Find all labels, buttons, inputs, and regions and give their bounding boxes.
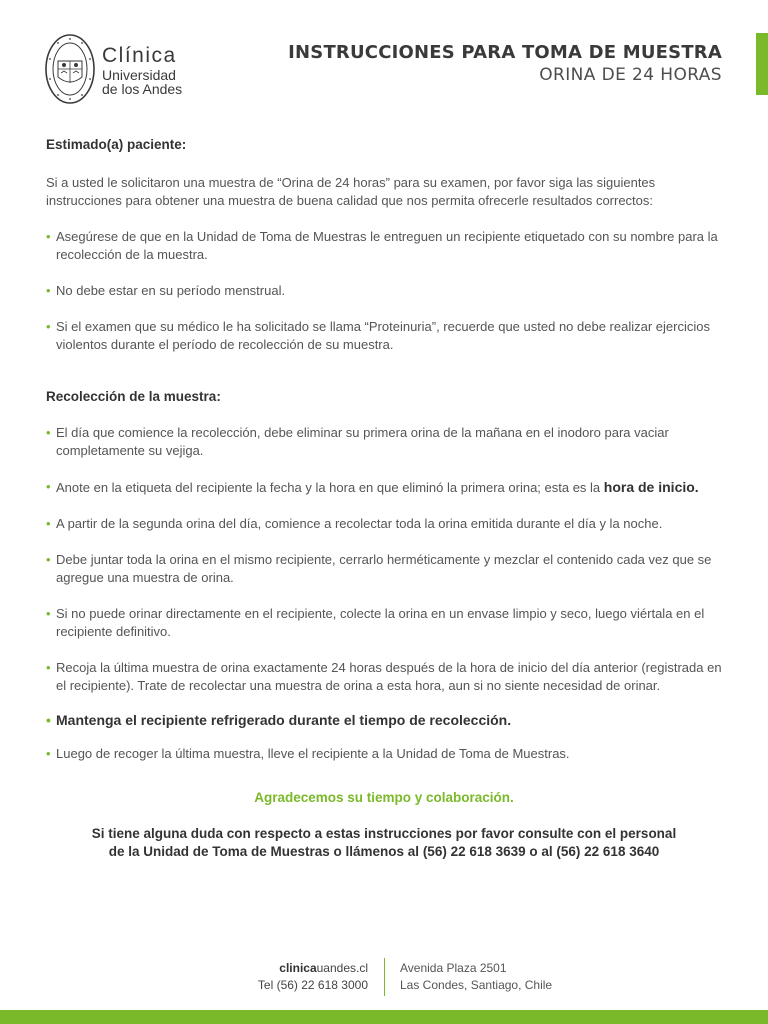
list-item: • Debe juntar toda la orina en el mismo recipiente, cerrarlo herméticamente y mezclar el contenido cada vez que se agregue una muestra de orina.	[46, 551, 726, 587]
contact-message	[0, 825, 768, 861]
collection-heading: Recolección de la muestra:	[46, 389, 221, 404]
footer-contact	[258, 960, 368, 994]
logo-de-los-andes: de los Andes	[102, 81, 183, 97]
intro-paragraph: Si a usted le solicitaron una muestra de “Orina de 24 horas” para su examen, por favor siga las siguientes instrucciones para obtener una muestra de buena calidad que nos permita ofrecerle resultados correctos:	[46, 175, 656, 208]
collection-list	[46, 424, 726, 763]
accent-bar	[756, 33, 768, 95]
greeting: Estimado(a) paciente:	[46, 137, 187, 152]
logo-clinica: Clínica	[102, 44, 177, 67]
prep-list	[46, 228, 726, 354]
list-item: • A partir de la segunda orina del día, comience a recolectar toda la orina emitida durante el día y la noche.	[46, 515, 726, 533]
footer-phone: Tel (56) 22 618 3000	[257, 978, 368, 992]
list-item: • El día que comience la recolección, debe eliminar su primera orina de la mañana en el inodoro para vaciar completamente su vejiga.	[46, 424, 726, 460]
contact-line-2: de la Unidad de Toma de Muestras o llámenos al (56) 22 618 3639 o al (56) 22 618 3640	[108, 844, 660, 859]
list-item: • Asegúrese de que en la Unidad de Toma de Muestras le entreguen un recipiente etiquetado con su nombre para la recolección de la muestra.	[46, 228, 726, 264]
university-seal-icon	[44, 33, 96, 105]
list-item: • Luego de recoger la última muestra, lleve el recipiente a la Unidad de Toma de Muestras.	[46, 745, 726, 763]
list-item: • Si el examen que su médico le ha solicitado se llama “Proteinuria”, recuerde que usted no debe realizar ejercicios violentos durante el período de recolección de su muestra.	[46, 318, 726, 354]
document-header	[288, 42, 722, 85]
footer-website[interactable]	[258, 960, 368, 977]
website-rest: uandes.cl	[316, 961, 368, 975]
address-line-2: Las Condes, Santiago, Chile	[400, 978, 553, 992]
list-item: • Si no puede orinar directamente en el recipiente, colecte la orina en un envase limpio y seco, luego viértala en el recipiente definitivo.	[46, 605, 726, 641]
website-bold: clinica	[279, 961, 317, 975]
list-item-text: Anote en la etiqueta del recipiente la fecha y la hora en que eliminó la primera orina; esta es la	[56, 480, 604, 495]
address-line-1: Avenida Plaza 2501	[400, 961, 507, 975]
list-item: • No debe estar en su período menstrual.	[46, 282, 726, 300]
start-time-emphasis: hora de inicio.	[603, 479, 699, 495]
bottom-accent-bar	[0, 1010, 768, 1024]
clinic-logo	[44, 33, 244, 108]
contact-line-1: Si tiene alguna duda con respecto a estas instrucciones por favor consulte con el personal	[91, 826, 677, 841]
document-title: INSTRUCCIONES PARA TOMA DE MUESTRA	[288, 42, 722, 63]
footer-address	[400, 960, 552, 994]
thanks-message: Agradecemos su tiempo y colaboración.	[254, 790, 514, 805]
list-item: • Recoja la última muestra de orina exactamente 24 horas después de la hora de inicio del día anterior (registrada en el recipiente). Trate de recolectar una muestra de orina a esta hora, aun si no siente necesidad de orinar.	[46, 659, 726, 695]
logo-universidad: Universidad	[102, 67, 176, 83]
refrigerate-note: • Mantenga el recipiente refrigerado durante el tiempo de recolección.	[46, 711, 726, 729]
document-subtitle: ORINA DE 24 HORAS	[539, 65, 722, 85]
document-body	[46, 136, 726, 763]
footer-divider	[384, 958, 385, 996]
list-item	[46, 478, 726, 497]
